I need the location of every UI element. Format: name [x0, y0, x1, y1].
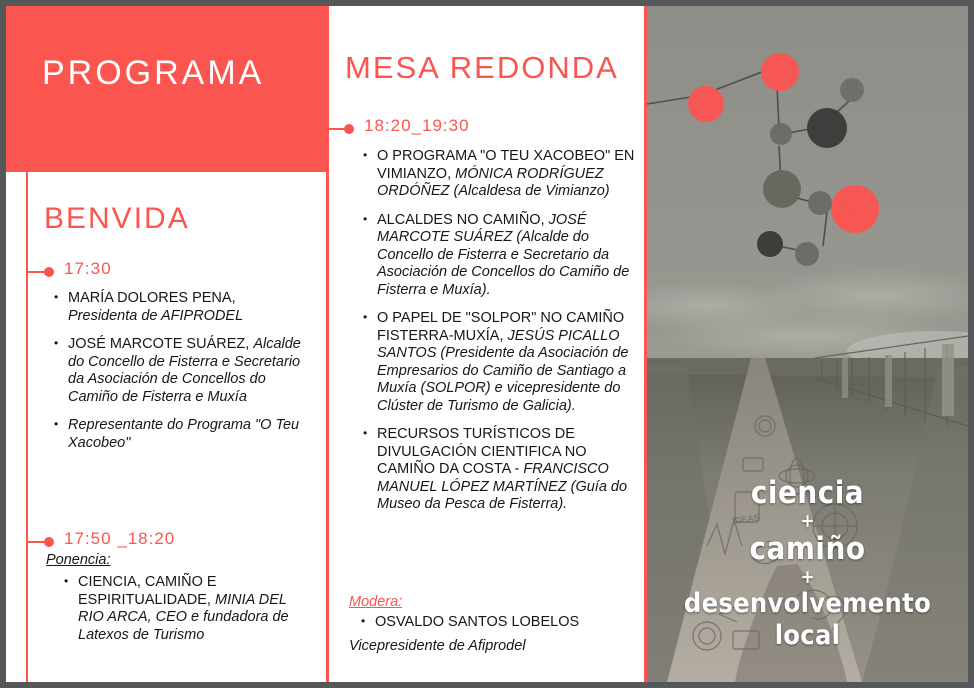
left-column	[6, 6, 326, 682]
speaker-role: JOSÉ MARCOTE SUÁREZ (Alcalde do Concello de Fisterra e Secretario da Asociación de Concellos do Camiño de Fisterra e Muxía).	[377, 211, 630, 298]
modera-label: Modera:	[349, 594, 403, 610]
tagline-line-2: camiño	[749, 531, 866, 567]
list-item	[363, 212, 635, 300]
marker-bar	[26, 271, 46, 273]
tagline-block	[647, 476, 968, 652]
list-item	[54, 417, 306, 452]
speaker-name: MARÍA DOLORES PENA,	[68, 290, 236, 306]
topic-title: ALCALDES NO CAMIÑO,	[377, 211, 545, 228]
marker-dot	[44, 267, 54, 277]
marker-dot	[344, 124, 354, 134]
list-item	[361, 614, 646, 632]
time-label-1820: 18:20_19:30	[364, 116, 470, 135]
page-title: PROGRAMA	[42, 54, 265, 92]
time-label-1730: 17:30	[64, 259, 112, 278]
list-item	[64, 574, 312, 644]
ponencia-list	[64, 574, 312, 655]
list-item	[363, 310, 635, 415]
list-item	[363, 426, 635, 514]
slide-canvas	[6, 6, 968, 682]
marker-bar	[326, 128, 346, 130]
speaker-name: JOSÉ MARCOTE SUÁREZ,	[68, 336, 250, 352]
talk-title: CIENCIA, CAMIÑO E ESPIRITUALIDADE,	[78, 574, 217, 608]
tagline-line-1: ciencia	[750, 475, 865, 511]
middle-column	[329, 6, 644, 682]
speaker-role: Alcalde do Concello de Fisterra e Secretario da Asociación de Concellos do Camiño de Fisterra e Muxía	[68, 336, 301, 405]
list-item	[54, 336, 306, 406]
speaker-role: JESÚS PICALLO SANTOS (Presidente da Asociación de Empresarios do Camiño de Santiago a Muxía (SOLPOR) e vicepresidente do Clúster de Turismo de Galicia).	[377, 327, 629, 414]
benvida-speaker-list	[54, 290, 306, 463]
svg-text:IDEAS: IDEAS	[731, 512, 761, 526]
time-label-1750: 17:50 _18:20	[64, 529, 176, 548]
moderator-name: OSVALDO SANTOS LOBELOS	[375, 614, 580, 630]
marker-dot	[44, 537, 54, 547]
list-item	[363, 148, 635, 201]
speaker-role: Presidenta de AFIPRODEL	[68, 307, 244, 324]
mesa-redonda-list	[363, 148, 635, 525]
tagline-plus-2: +	[800, 566, 815, 588]
speaker-role: MÓNICA RODRÍGUEZ ORDÓÑEZ (Alcaldesa de Vimianzo)	[377, 165, 610, 199]
tagline-line-3: desenvolvemento local	[683, 588, 932, 651]
left-timeline-rule	[26, 172, 28, 682]
photo-panel	[647, 6, 968, 682]
marker-bar	[26, 541, 46, 543]
speaker-role: MINIA DEL RIO ARCA, CEO e fundadora de Latexos de Turismo	[78, 591, 289, 643]
benvida-section-title: BENVIDA	[44, 202, 190, 235]
topic-title: O PROGRAMA "O TEU XACOBEO" EN VIMIANZO,	[377, 148, 635, 182]
mesa-redonda-title: MESA REDONDA	[345, 50, 619, 85]
speaker-role: FRANCISCO MANUEL LÓPEZ MARTÍNEZ (Guía do Museo da Pesca de Fisterra).	[377, 461, 628, 512]
topic-title: O PAPEL DE "SOLPOR" NO CAMIÑO FISTERRA-MUXÍA,	[377, 310, 625, 344]
topic-title: RECURSOS TURÍSTICOS DE DIVULGACIÓN CIENTIFICA NO CAMIÑO DA COSTA -	[377, 426, 587, 477]
moderator-role: Vicepresidente de Afiprodel	[349, 638, 526, 654]
tagline-plus-1: +	[800, 510, 815, 532]
ponencia-label: Ponencia:	[46, 552, 111, 568]
speaker-role: Representante do Programa "O Teu Xacobeo"	[68, 417, 300, 451]
list-item	[54, 290, 306, 325]
